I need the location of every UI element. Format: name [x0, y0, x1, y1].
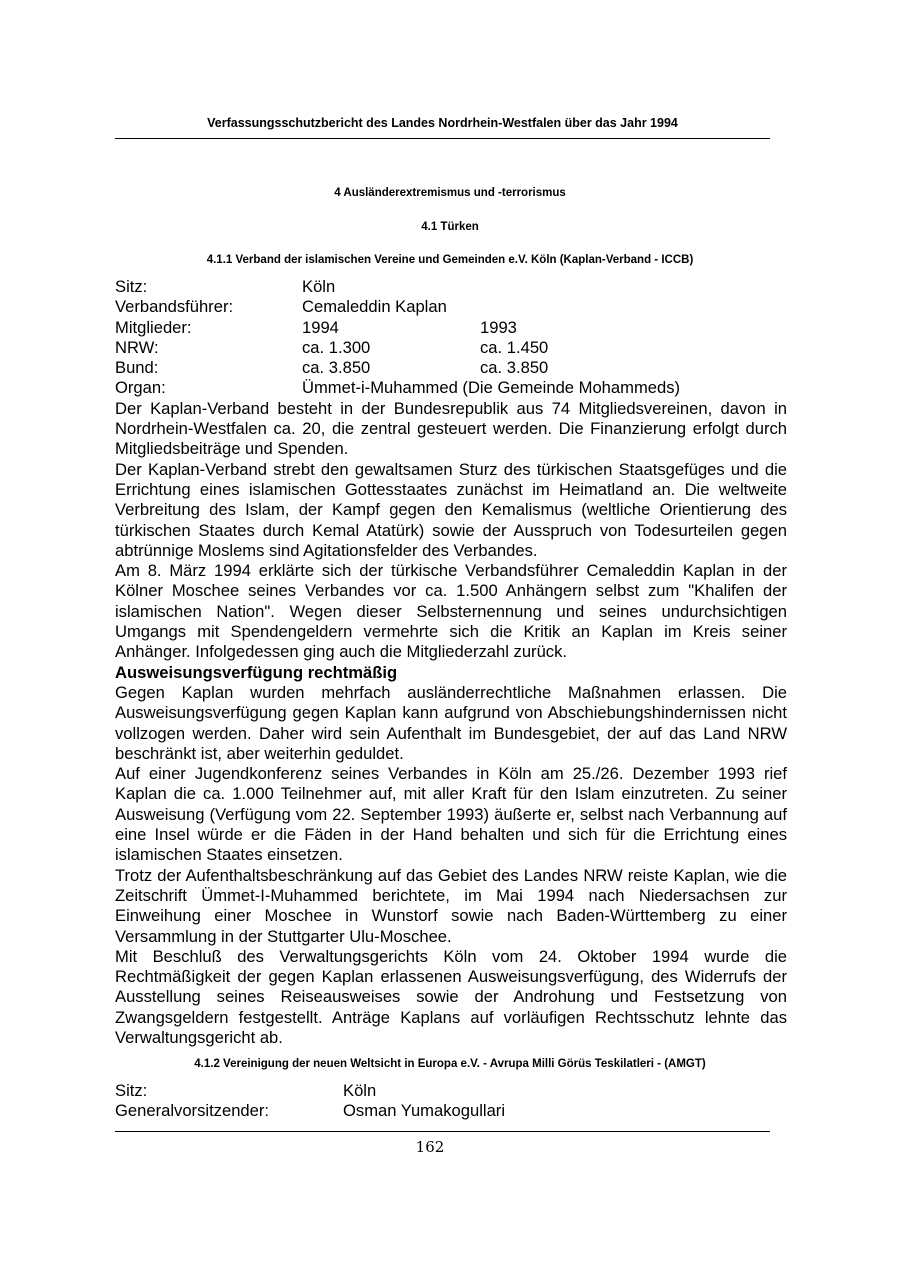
- paragraph: Der Kaplan-Verband strebt den gewaltsamen Sturz des türkischen Staatsgefüges und die Errichtung eines islamischen Gottesstaates zunächst im Heimatland an. Die weltweite Verbreitung des Islam, der Kampf gegen den Kemalismus (weltliche Orientierung des türkischen Staates durch Kemal Atatürk) sowie der Ausspruch von Todesurteilen gegen abtrünnige Moslems sind Agitationsfelder des Verbandes.: [115, 459, 787, 560]
- fact-label: Mitglieder:: [115, 317, 192, 337]
- subsection-heading-4-1-2: 4.1.2 Vereinigung der neuen Weltsicht in Europa e.V. - Avrupa Milli Görüs Teskilatleri - (AMGT): [194, 1058, 706, 1070]
- fact-value: Cemaleddin Kaplan: [302, 297, 447, 317]
- section-heading: 4.1 Türken: [421, 221, 479, 233]
- facts-table: [115, 277, 787, 399]
- fact-value: ca. 3.850: [302, 358, 371, 378]
- fact-label: NRW:: [115, 337, 159, 357]
- fact-label: Sitz:: [115, 1081, 148, 1100]
- fact-value-2: ca. 3.850: [480, 358, 549, 378]
- chapter-heading: 4 Ausländerextremismus und -terrorismus: [334, 187, 566, 199]
- page-number: 162: [415, 1138, 445, 1156]
- fact-row: [115, 1101, 787, 1121]
- footer-rule: [115, 1131, 770, 1132]
- fact-value-2: ca. 1.450: [480, 337, 549, 357]
- fact-row: [115, 378, 787, 398]
- subsection-4-1-2-facts: [115, 1081, 787, 1122]
- fact-row: [115, 338, 787, 358]
- paragraph: Auf einer Jugendkonferenz seines Verbandes in Köln am 25./26. Dezember 1993 rief Kaplan die ca. 1.000 Teilnehmer auf, mit aller Kraft für den Islam einzutreten. Zu seiner Ausweisung (Verfügung vom 22. September 1993) äußerte er, selbst nach Verbannung auf eine Insel würde er die Fäden in der Hand behalten und sich für die Errichtung eines islamischen Staates einsetzen.: [115, 764, 787, 865]
- fact-label: Generalvorsitzender:: [115, 1101, 270, 1121]
- paragraph: Der Kaplan-Verband besteht in der Bundesrepublik aus 74 Mitgliedsvereinen, davon in Nordrhein-Westfalen ca. 20, die zentral gesteuert werden. Die Finanzierung erfolgt durch Mitgliedsbeiträge und Spenden.: [115, 398, 787, 459]
- fact-value: Ümmet-i-Muhammed (Die Gemeinde Mohammeds): [302, 378, 681, 398]
- fact-row: [115, 318, 787, 338]
- fact-value: Köln: [343, 1081, 377, 1100]
- subsection-4-1-1-body: [115, 277, 787, 1048]
- paragraph: Mit Beschluß des Verwaltungsgerichts Köln vom 24. Oktober 1994 wurde die Rechtmäßigkeit der gegen Kaplan erlassenen Ausweisungsverfügung, des Widerrufs der Ausstellung seines Reiseausweises sowie der Androhung und Festsetzung von Zwangsgeldern festgestellt. Anträge Kaplans auf vorläufigen Rechtsschutz lehnte das Verwaltungsgericht ab.: [115, 946, 787, 1047]
- fact-value: ca. 1.300: [302, 337, 371, 357]
- fact-row: [115, 1081, 787, 1101]
- fact-row: [115, 358, 787, 378]
- fact-label: Sitz:: [115, 277, 148, 296]
- fact-row: [115, 297, 787, 317]
- fact-label: Organ:: [115, 378, 166, 398]
- fact-value: Köln: [302, 277, 336, 296]
- paragraph: Am 8. März 1994 erklärte sich der türkische Verbandsführer Cemaleddin Kaplan in der Kölner Moschee seines Verbandes vor ca. 1.500 Anhängern selbst zum "Khalifen der islamischen Nation". Wegen dieser Selbsternennung und seines undurchsichtigen Umgangs mit Spendengeldern vermehrte sich die Kritik an Kaplan im Kreis seiner Anhänger. Infolgedessen ging auch die Mitgliederzahl zurück.: [115, 561, 787, 662]
- fact-value: Osman Yumakogullari: [343, 1101, 506, 1121]
- fact-value: 1994: [302, 317, 339, 337]
- subsection-heading-4-1-1: 4.1.1 Verband der islamischen Vereine und Gemeinden e.V. Köln (Kaplan-Verband - ICCB): [206, 254, 694, 266]
- fact-value-2: 1993: [480, 317, 517, 337]
- header-rule: [115, 138, 770, 139]
- fact-label: Verbandsführer:: [115, 297, 234, 317]
- running-header: Verfassungsschutzbericht des Landes Nordrhein-Westfalen über das Jahr 1994: [207, 116, 678, 130]
- fact-label: Bund:: [115, 358, 159, 378]
- fact-row: [115, 277, 787, 297]
- subheading: Ausweisungsverfügung rechtmäßig: [115, 662, 398, 682]
- paragraph: Gegen Kaplan wurden mehrfach ausländerrechtliche Maßnahmen erlassen. Die Ausweisungsverfügung gegen Kaplan kann aufgrund von Abschiebungshindernissen nicht vollzogen werden. Daher wird sein Aufenthalt im Bundesgebiet, der auf das Land NRW beschränkt ist, aber weiterhin geduldet.: [115, 682, 787, 763]
- paragraph: Trotz der Aufenthaltsbeschränkung auf das Gebiet des Landes NRW reiste Kaplan, wie die Zeitschrift Ümmet-I-Muhammed berichtete, im Mai 1994 nach Niedersachsen zur Einweihung einer Moschee in Wunstorf sowie nach Baden-Württemberg zu einer Versammlung in der Stuttgarter Ulu-Moschee.: [115, 865, 787, 946]
